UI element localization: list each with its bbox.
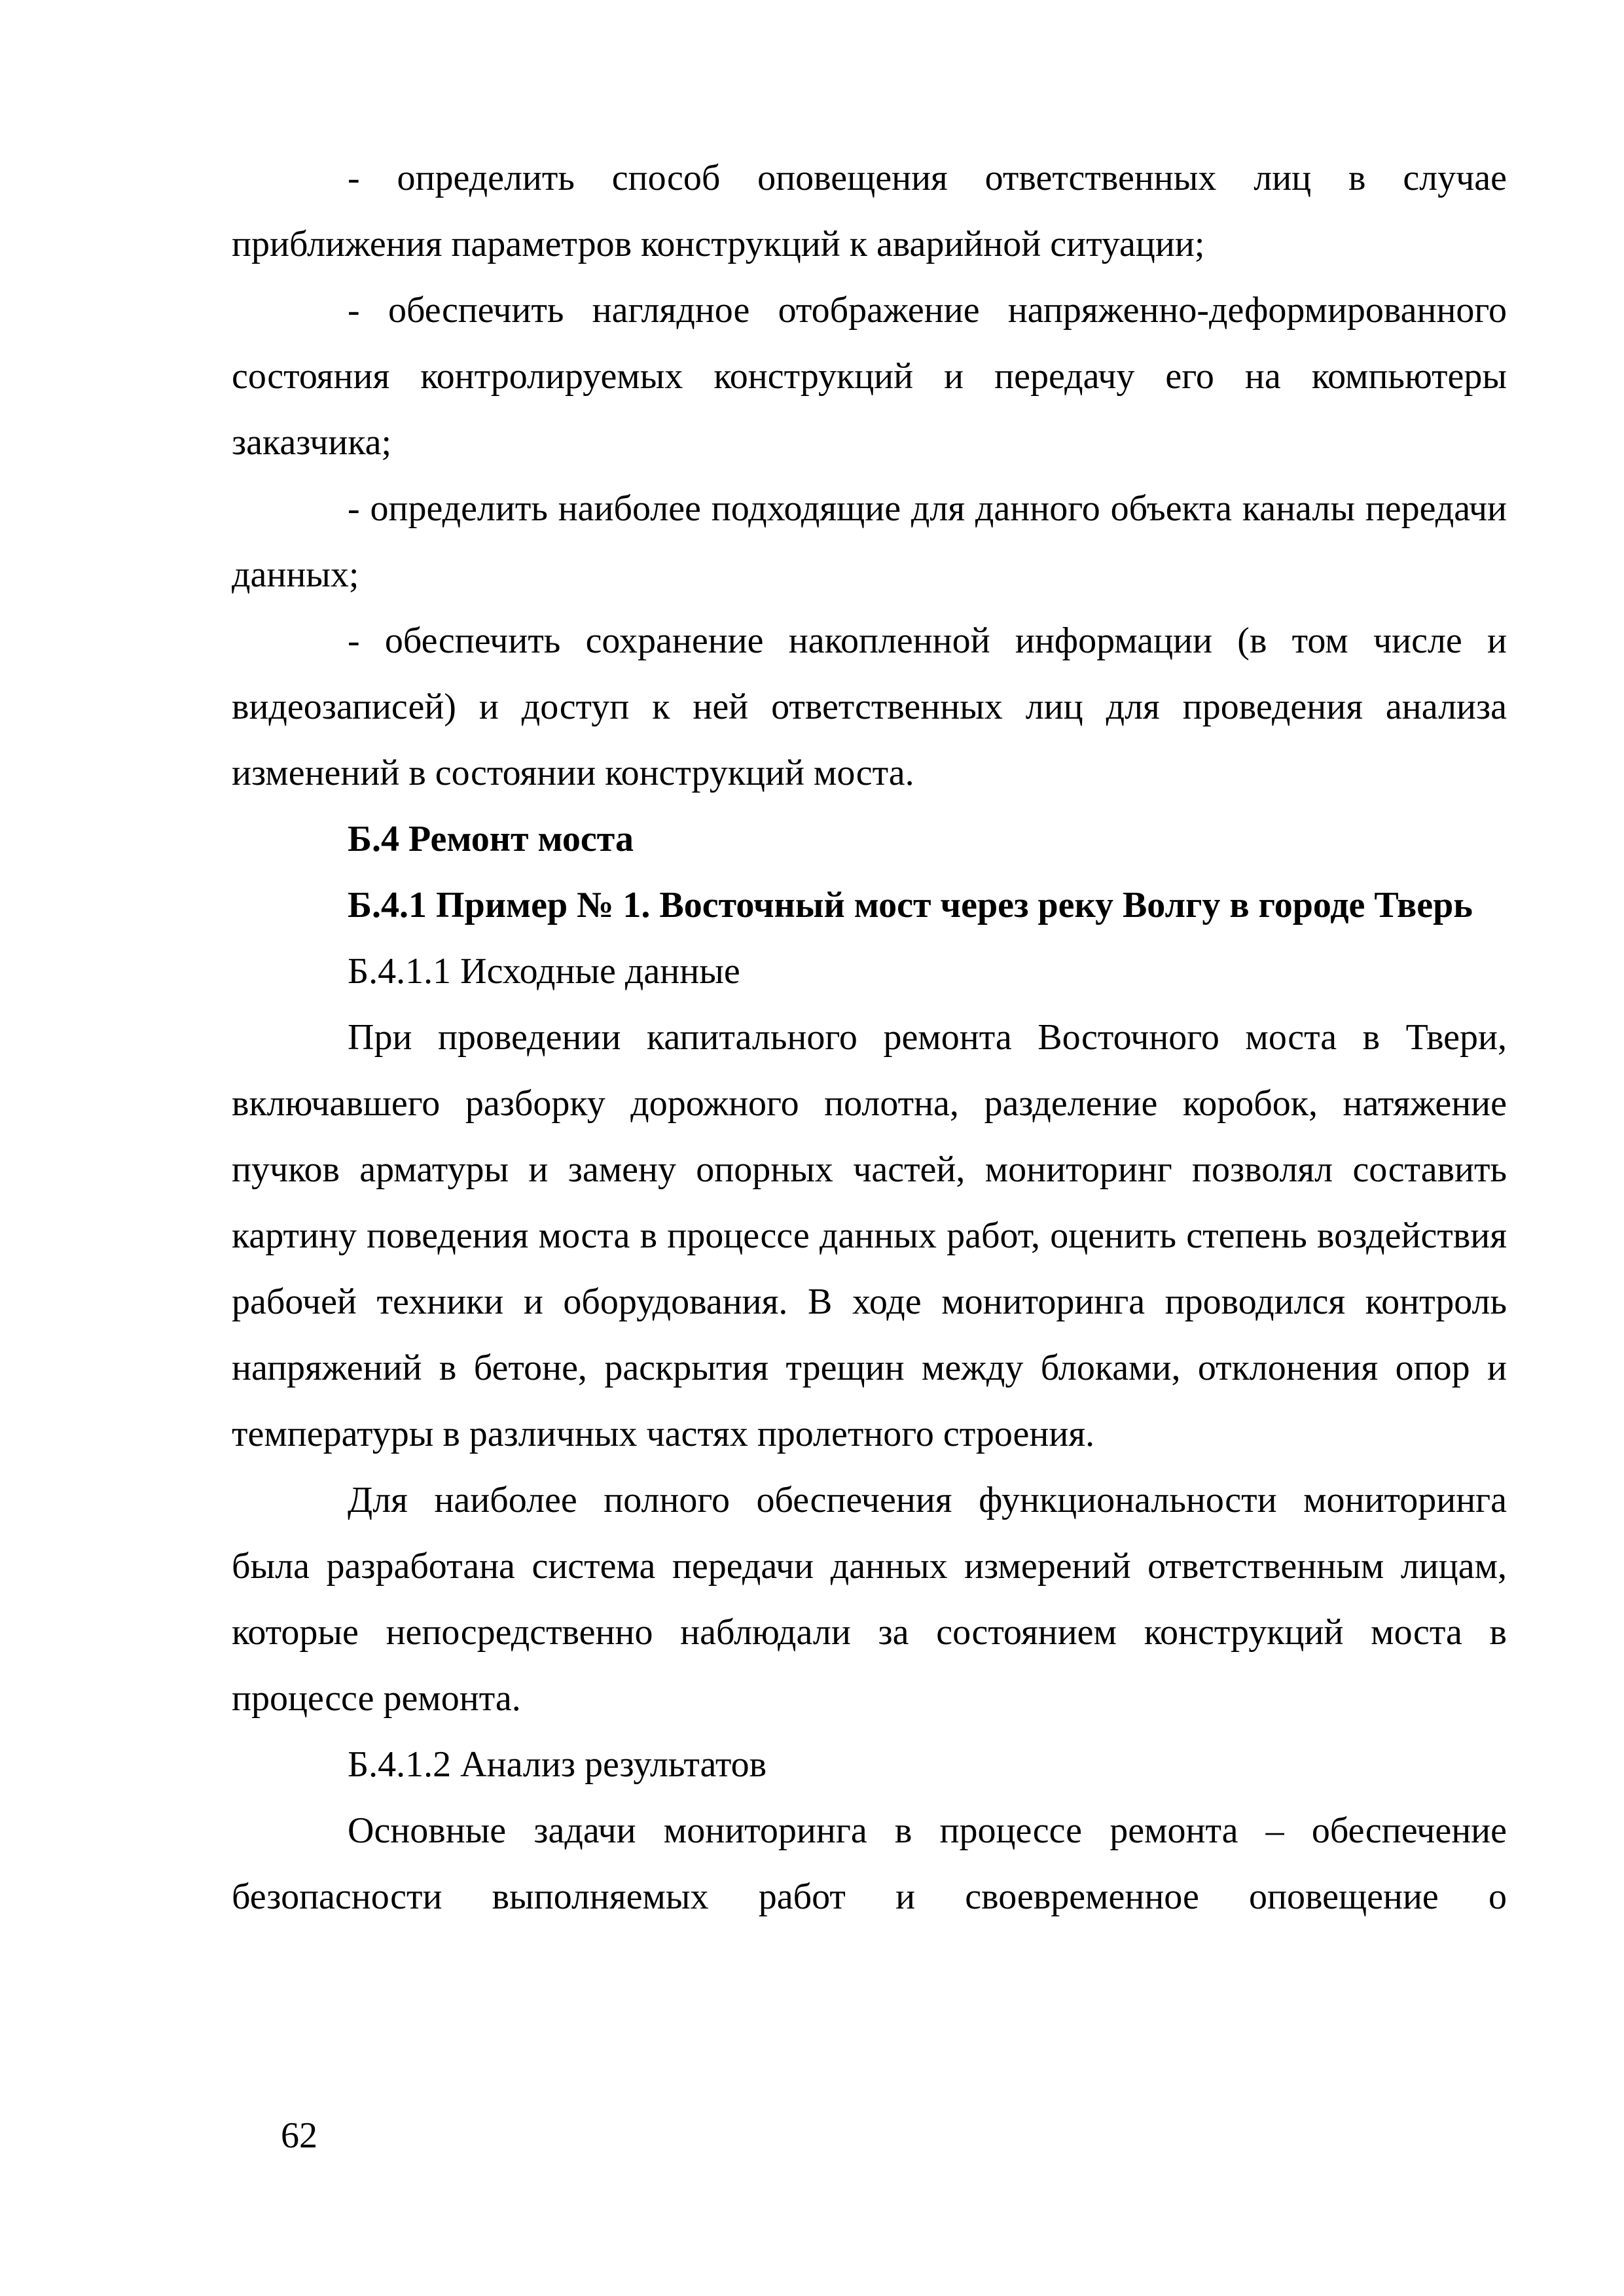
list-item-channels: - определить наиболее подходящие для данного объекта каналы передачи данных;: [232, 488, 1507, 595]
list-item-visualization: - обеспечить наглядное отображение напряженно-деформированного состояния контролируемых конструкций и передачу его на компьютеры заказчика;: [232, 290, 1507, 463]
subsection-heading: Б.4.1 Пример № 1. Восточный мост через реку Волгу в городе Тверь: [348, 885, 1473, 925]
text-body: [232, 145, 1507, 1930]
paragraph-tasks: Основные задачи мониторинга в процессе ремонта – обеспечение безопасности выполняемых работ и своевременное оповещение о: [232, 1810, 1507, 1917]
subsubsection-heading-source-data: Б.4.1.1 Исходные данные: [348, 951, 740, 992]
list-item-storage: - обеспечить сохранение накопленной информации (в том числе и видеозаписей) и доступ к ней ответственных лиц для проведения анализа изменений в состоянии конструкций моста.: [232, 620, 1507, 793]
list-item-notification: - определить способ оповещения ответственных лиц в случае приближения параметров конструкций к аварийной ситуации;: [232, 158, 1507, 264]
paragraph-data-transfer: Для наиболее полного обеспечения функциональности мониторинга была разработана система передачи данных измерений ответственным лицам, которые непосредственно наблюдали за состоянием конструкций моста в процессе ремонта.: [232, 1480, 1507, 1719]
paragraph-repair-monitoring: При проведении капитального ремонта Восточного моста в Твери, включавшего разборку дорожного полотна, разделение коробок, натяжение пучков арматуры и замену опорных частей, мониторинг позволял составить картину поведения моста в процессе данных работ, оценить степень воздействия рабочей техники и оборудования. В ходе мониторинга проводился контроль напряжений в бетоне, раскрытия трещин между блоками, отклонения опор и температуры в различных частях пролетного строения.: [232, 1017, 1507, 1454]
section-heading: Б.4 Ремонт моста: [348, 819, 634, 859]
page-number: 62: [281, 2115, 317, 2156]
subsubsection-heading-analysis: Б.4.1.2 Анализ результатов: [348, 1744, 767, 1785]
